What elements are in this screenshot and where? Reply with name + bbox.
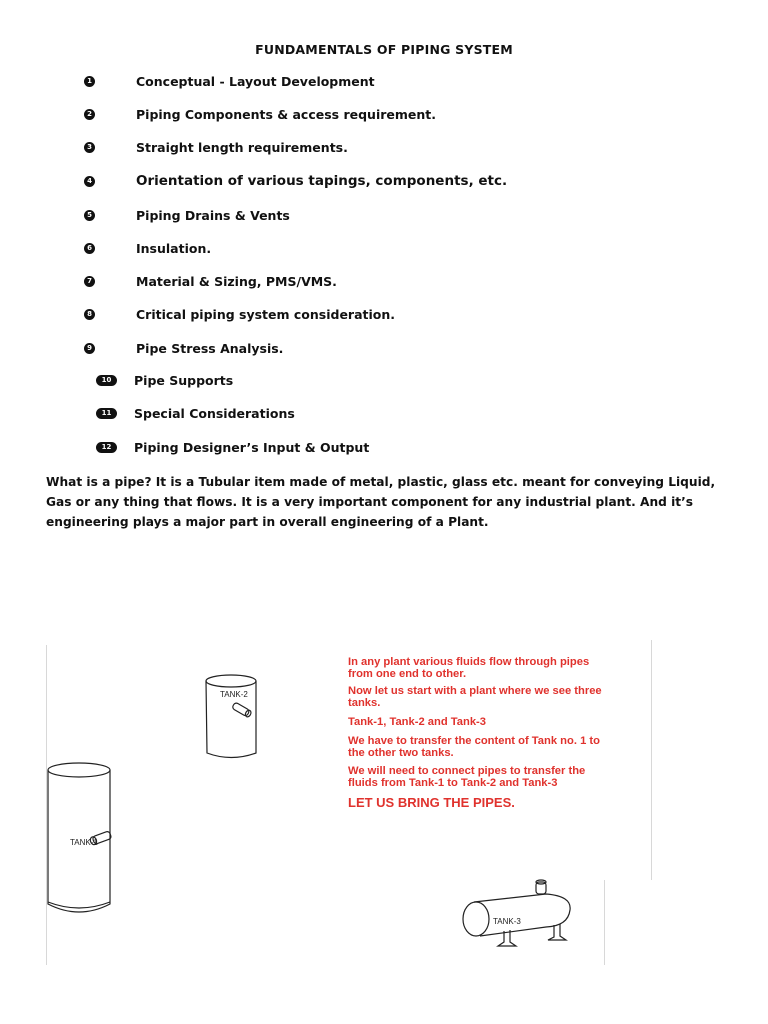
- figure-text-line: from one end to other.: [348, 668, 467, 680]
- numbered-bullet-icon: 9: [84, 343, 95, 354]
- call-to-action: LET US BRING THE PIPES.: [348, 795, 515, 810]
- list-item: [0, 405, 768, 425]
- numbered-bullet-icon: 8: [84, 309, 95, 320]
- figure-text-line: fluids from Tank-1 to Tank-2 and Tank-3: [348, 777, 558, 789]
- list-item: [0, 73, 768, 93]
- figure-text-line: In any plant various fluids flow through pipes: [348, 656, 590, 668]
- list-item-label: Straight length requirements.: [136, 140, 348, 155]
- figure-text-line: Now let us start with a plant where we see three: [348, 685, 602, 697]
- tank-2-icon: [206, 675, 256, 758]
- list-item: [0, 207, 768, 227]
- list-item-label: Special Considerations: [134, 406, 295, 421]
- list-item-label: Insulation.: [136, 241, 212, 256]
- list-item: [0, 173, 768, 193]
- list-item: [0, 139, 768, 159]
- list-item-label: Critical piping system consideration.: [136, 307, 396, 322]
- numbered-bullet-icon: 3: [84, 142, 95, 153]
- numbered-bullet-icon: 7: [84, 276, 95, 287]
- intro-paragraph: What is a pipe? It is a Tubular item made of metal, plastic, glass etc. meant for conveying Liquid, Gas or any thing that flows. It is a very important component for any industrial plant. And it’s engineering plays a major part in overall engineering of a Plant.: [46, 475, 716, 529]
- numbered-bullet-icon: 4: [84, 176, 95, 187]
- list-item: [0, 106, 768, 126]
- numbered-bullet-icon: 2: [84, 109, 95, 120]
- figure-text-line: We will need to connect pipes to transfer the: [348, 765, 586, 777]
- numbered-bullet-icon: 1: [84, 76, 95, 87]
- list-item: [0, 273, 768, 293]
- numbered-bullet-icon: 12: [96, 442, 117, 453]
- figure-text-line: the other two tanks.: [348, 747, 454, 759]
- numbered-bullet-icon: 11: [96, 408, 117, 419]
- document-title: FUNDAMENTALS OF PIPING SYSTEM: [255, 42, 513, 57]
- tank-1-label: TANK-1: [70, 838, 98, 847]
- list-item-label: Material & Sizing, PMS/VMS.: [136, 274, 337, 289]
- list-item-label: Piping Designer’s Input & Output: [134, 440, 370, 455]
- list-item: [0, 372, 768, 392]
- list-item-label: Piping Drains & Vents: [136, 208, 290, 223]
- list-item-label: Pipe Supports: [134, 373, 234, 388]
- list-item-label: Piping Components & access requirement.: [136, 107, 436, 122]
- list-item-label: Orientation of various tapings, components, etc.: [136, 173, 508, 189]
- numbered-bullet-icon: 10: [96, 375, 117, 386]
- list-item-label: Pipe Stress Analysis.: [136, 341, 284, 356]
- list-item: [0, 340, 768, 360]
- tank-3-label: TANK-3: [493, 917, 521, 926]
- list-item: [0, 240, 768, 260]
- figure-text-line: tanks.: [348, 697, 381, 709]
- list-item: [0, 306, 768, 326]
- list-item-label: Conceptual - Layout Development: [136, 74, 375, 89]
- list-item: [0, 439, 768, 459]
- figure-text-line: We have to transfer the content of Tank no. 1 to: [348, 735, 600, 747]
- numbered-bullet-icon: 6: [84, 243, 95, 254]
- tank-3-icon: [463, 880, 570, 946]
- numbered-bullet-icon: 5: [84, 210, 95, 221]
- tanks-illustration: [46, 640, 652, 965]
- tank-2-label: TANK-2: [220, 690, 248, 699]
- figure-text-line: Tank-1, Tank-2 and Tank-3: [348, 716, 487, 728]
